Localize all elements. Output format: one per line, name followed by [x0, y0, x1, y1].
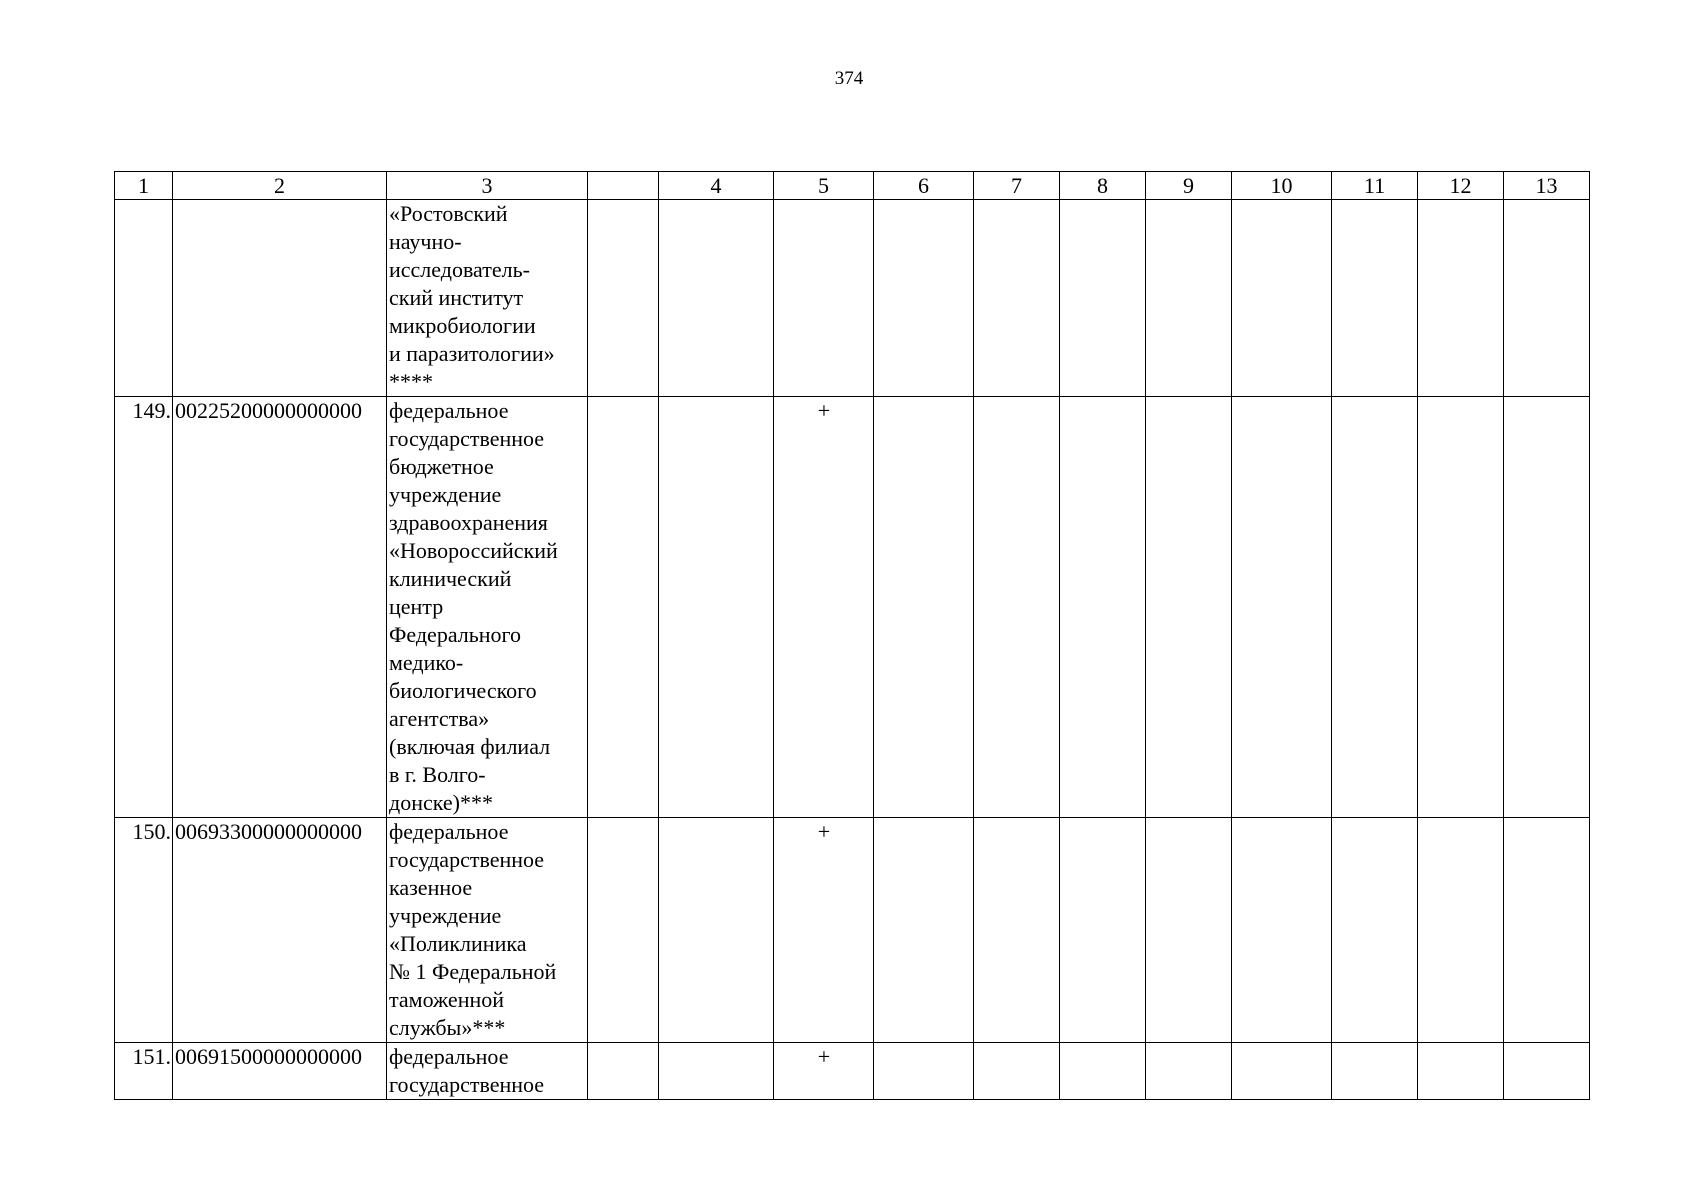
empty-cell [588, 1043, 659, 1100]
column-header: 8 [1060, 172, 1146, 200]
row-mark [774, 200, 874, 397]
empty-cell [1418, 818, 1504, 1043]
page-number: 374 [834, 68, 864, 89]
column-header: 11 [1332, 172, 1418, 200]
empty-cell [974, 818, 1060, 1043]
table-row [115, 1043, 1590, 1100]
empty-cell [1504, 1043, 1590, 1100]
empty-cell [659, 397, 774, 818]
empty-cell [659, 1043, 774, 1100]
empty-cell [1332, 200, 1418, 397]
row-code: 00693300000000000 [173, 818, 387, 1043]
table-row [115, 397, 1590, 818]
column-header: 13 [1504, 172, 1590, 200]
empty-cell [1146, 397, 1232, 818]
registry-table [114, 171, 1590, 1100]
row-number: 151. [115, 1043, 173, 1100]
empty-cell [1060, 1043, 1146, 1100]
empty-cell [974, 397, 1060, 818]
column-number-row [115, 172, 1590, 200]
column-header: 5 [774, 172, 874, 200]
column-header: 7 [974, 172, 1060, 200]
empty-cell [1332, 397, 1418, 818]
empty-cell [1332, 1043, 1418, 1100]
row-code: 00225200000000000 [173, 397, 387, 818]
table-row [115, 200, 1590, 397]
column-header: 1 [115, 172, 173, 200]
empty-cell [1232, 200, 1332, 397]
row-mark: + [774, 818, 874, 1043]
empty-cell [874, 818, 974, 1043]
row-name: федеральное государственное казенное учреждение «Поликлиника № 1 Федеральной таможенной службы»*** [387, 818, 588, 1043]
empty-cell [1418, 200, 1504, 397]
column-header: 6 [874, 172, 974, 200]
row-number: 150. [115, 818, 173, 1043]
empty-cell [1418, 1043, 1504, 1100]
row-number [115, 200, 173, 397]
column-header: 9 [1146, 172, 1232, 200]
empty-cell [1232, 818, 1332, 1043]
empty-cell [1418, 397, 1504, 818]
empty-cell [1146, 200, 1232, 397]
empty-cell [1060, 397, 1146, 818]
row-mark: + [774, 1043, 874, 1100]
empty-cell [588, 397, 659, 818]
empty-cell [1504, 200, 1590, 397]
column-header: 10 [1232, 172, 1332, 200]
empty-cell [1232, 397, 1332, 818]
empty-cell [1146, 1043, 1232, 1100]
column-header: 3 [387, 172, 588, 200]
empty-cell [1332, 818, 1418, 1043]
row-number: 149. [115, 397, 173, 818]
empty-cell [1232, 1043, 1332, 1100]
empty-cell [874, 200, 974, 397]
column-header: 2 [173, 172, 387, 200]
empty-cell [659, 818, 774, 1043]
empty-cell [974, 1043, 1060, 1100]
empty-cell [1060, 200, 1146, 397]
empty-cell [1060, 818, 1146, 1043]
row-code [173, 200, 387, 397]
empty-cell [1504, 397, 1590, 818]
empty-cell [1504, 818, 1590, 1043]
column-header: 4 [659, 172, 774, 200]
column-header [588, 172, 659, 200]
empty-cell [588, 818, 659, 1043]
empty-cell [588, 200, 659, 397]
row-name: федеральное государственное бюджетное учреждение здравоохранения «Новороссийский клинический центр Федерального медико- биологического агентства» (включая филиал в г. Волго- донске)*** [387, 397, 588, 818]
empty-cell [874, 1043, 974, 1100]
column-header: 12 [1418, 172, 1504, 200]
empty-cell [974, 200, 1060, 397]
empty-cell [659, 200, 774, 397]
row-code: 00691500000000000 [173, 1043, 387, 1100]
row-name: федеральное государственное [387, 1043, 588, 1100]
row-name: «Ростовский научно- исследователь- ский институт микробиологии и паразитологии» **** [387, 200, 588, 397]
table-row [115, 818, 1590, 1043]
empty-cell [1146, 818, 1232, 1043]
empty-cell [874, 397, 974, 818]
row-mark: + [774, 397, 874, 818]
